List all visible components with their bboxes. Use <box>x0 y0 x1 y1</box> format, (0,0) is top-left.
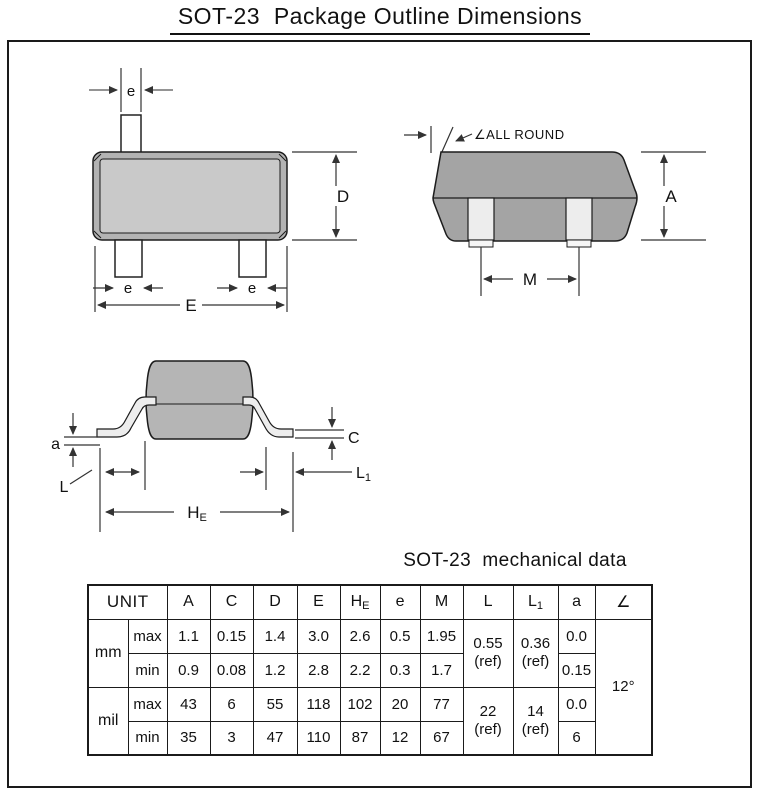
row-header-mil: mil <box>88 687 128 755</box>
col-header-unit: UNIT <box>88 585 167 619</box>
front-view <box>89 68 357 315</box>
cell-mm-L: 0.55 (ref) <box>463 619 513 687</box>
page-title-text: SOT-23 Package Outline Dimensions <box>170 1 590 35</box>
dim-label-body-height: D <box>336 187 350 206</box>
row-header-mm-max: max <box>128 619 167 653</box>
cell-mm-min-a: 0.15 <box>558 653 595 687</box>
dim-label-pitch-right: e <box>247 280 257 297</box>
cell-mm-min-HE: 2.2 <box>340 653 380 687</box>
col-header-C: C <box>210 585 253 619</box>
cell-mil-min-HE: 87 <box>340 721 380 755</box>
cell-mil-max-A: 43 <box>167 687 210 721</box>
dim-foot-length <box>70 441 145 532</box>
col-header-e: e <box>380 585 420 619</box>
drawing-frame <box>7 40 752 788</box>
mechanical-data-table <box>87 584 653 756</box>
dim-standoff <box>64 413 100 467</box>
cell-mm-L1: 0.36 (ref) <box>513 619 558 687</box>
col-header-A: A <box>167 585 210 619</box>
cell-mil-max-M: 77 <box>420 687 463 721</box>
cell-mm-min-D: 1.2 <box>253 653 297 687</box>
page-title <box>0 1 760 35</box>
face-lead-right-tab <box>567 240 591 247</box>
cell-mil-L1: 14 (ref) <box>513 687 558 755</box>
col-header-M: M <box>420 585 463 619</box>
dim-label-standoff: a <box>51 436 60 453</box>
cell-mm-max-HE: 2.6 <box>340 619 380 653</box>
cell-mil-min-M: 67 <box>420 721 463 755</box>
all-round-label: ∠ALL ROUND <box>474 127 565 142</box>
package-body-inner <box>100 159 280 233</box>
cell-mil-min-e: 12 <box>380 721 420 755</box>
bottom-lead-left <box>115 240 142 277</box>
cell-mm-max-D: 1.4 <box>253 619 297 653</box>
cell-mil-min-D: 47 <box>253 721 297 755</box>
face-lead-left <box>468 198 494 240</box>
cell-mil-max-e: 20 <box>380 687 420 721</box>
dim-lead-thickness <box>295 407 344 460</box>
dim-label-lead-spacing: M <box>522 270 538 289</box>
row-header-mm-min: min <box>128 653 167 687</box>
row-header-mil-max: max <box>128 687 167 721</box>
cell-mm-max-E: 3.0 <box>297 619 340 653</box>
cell-mil-min-E: 110 <box>297 721 340 755</box>
dim-foot-length-l1 <box>240 447 352 532</box>
row-header-mm: mm <box>88 619 128 687</box>
col-header-HE: HE <box>340 585 380 619</box>
cell-mm-min-e: 0.3 <box>380 653 420 687</box>
cell-mil-min-A: 35 <box>167 721 210 755</box>
dim-label-pitch-left: e <box>123 280 133 297</box>
dim-label-foot-length: L <box>59 479 69 496</box>
cell-mm-max-A: 1.1 <box>167 619 210 653</box>
cell-mil-max-E: 118 <box>297 687 340 721</box>
cell-mm-max-M: 1.95 <box>420 619 463 653</box>
col-header-D: D <box>253 585 297 619</box>
row-header-mil-min: min <box>128 721 167 755</box>
dim-label-l1: L1 <box>356 465 372 484</box>
cell-mil-max-D: 55 <box>253 687 297 721</box>
perspective-view <box>404 126 706 296</box>
dim-label-lead-thickness: C <box>348 430 360 447</box>
profile-view <box>51 361 371 532</box>
face-lead-left-tab <box>469 240 493 247</box>
dim-label-overall-width: E <box>185 296 197 315</box>
profile-body <box>146 361 253 439</box>
cell-mil-min-a: 6 <box>558 721 595 755</box>
cell-mil-min-C: 3 <box>210 721 253 755</box>
col-header-E: E <box>297 585 340 619</box>
col-header-angle: ∠ <box>595 585 652 619</box>
cell-mm-max-e: 0.5 <box>380 619 420 653</box>
col-header-L1: L1 <box>513 585 558 619</box>
dim-label-he: HE <box>187 503 207 524</box>
cell-mil-max-C: 6 <box>210 687 253 721</box>
cell-mm-max-C: 0.15 <box>210 619 253 653</box>
dim-label-pitch-top: e <box>126 83 136 100</box>
cell-mil-L: 22 (ref) <box>463 687 513 755</box>
all-round-callout <box>404 126 472 154</box>
cell-mm-min-E: 2.8 <box>297 653 340 687</box>
cell-mil-max-HE: 102 <box>340 687 380 721</box>
cell-mm-min-A: 0.9 <box>167 653 210 687</box>
dim-label-height: A <box>665 187 677 206</box>
table-title: SOT-23 mechanical data <box>403 550 627 571</box>
top-lead <box>121 115 141 155</box>
cell-mm-max-a: 0.0 <box>558 619 595 653</box>
col-header-a: a <box>558 585 595 619</box>
face-lead-right <box>566 198 592 240</box>
cell-mm-min-M: 1.7 <box>420 653 463 687</box>
cell-angle: 12° <box>595 619 652 755</box>
cell-mil-max-a: 0.0 <box>558 687 595 721</box>
bottom-lead-right <box>239 240 266 277</box>
package-body-3d <box>433 152 637 241</box>
col-header-L: L <box>463 585 513 619</box>
cell-mm-min-C: 0.08 <box>210 653 253 687</box>
